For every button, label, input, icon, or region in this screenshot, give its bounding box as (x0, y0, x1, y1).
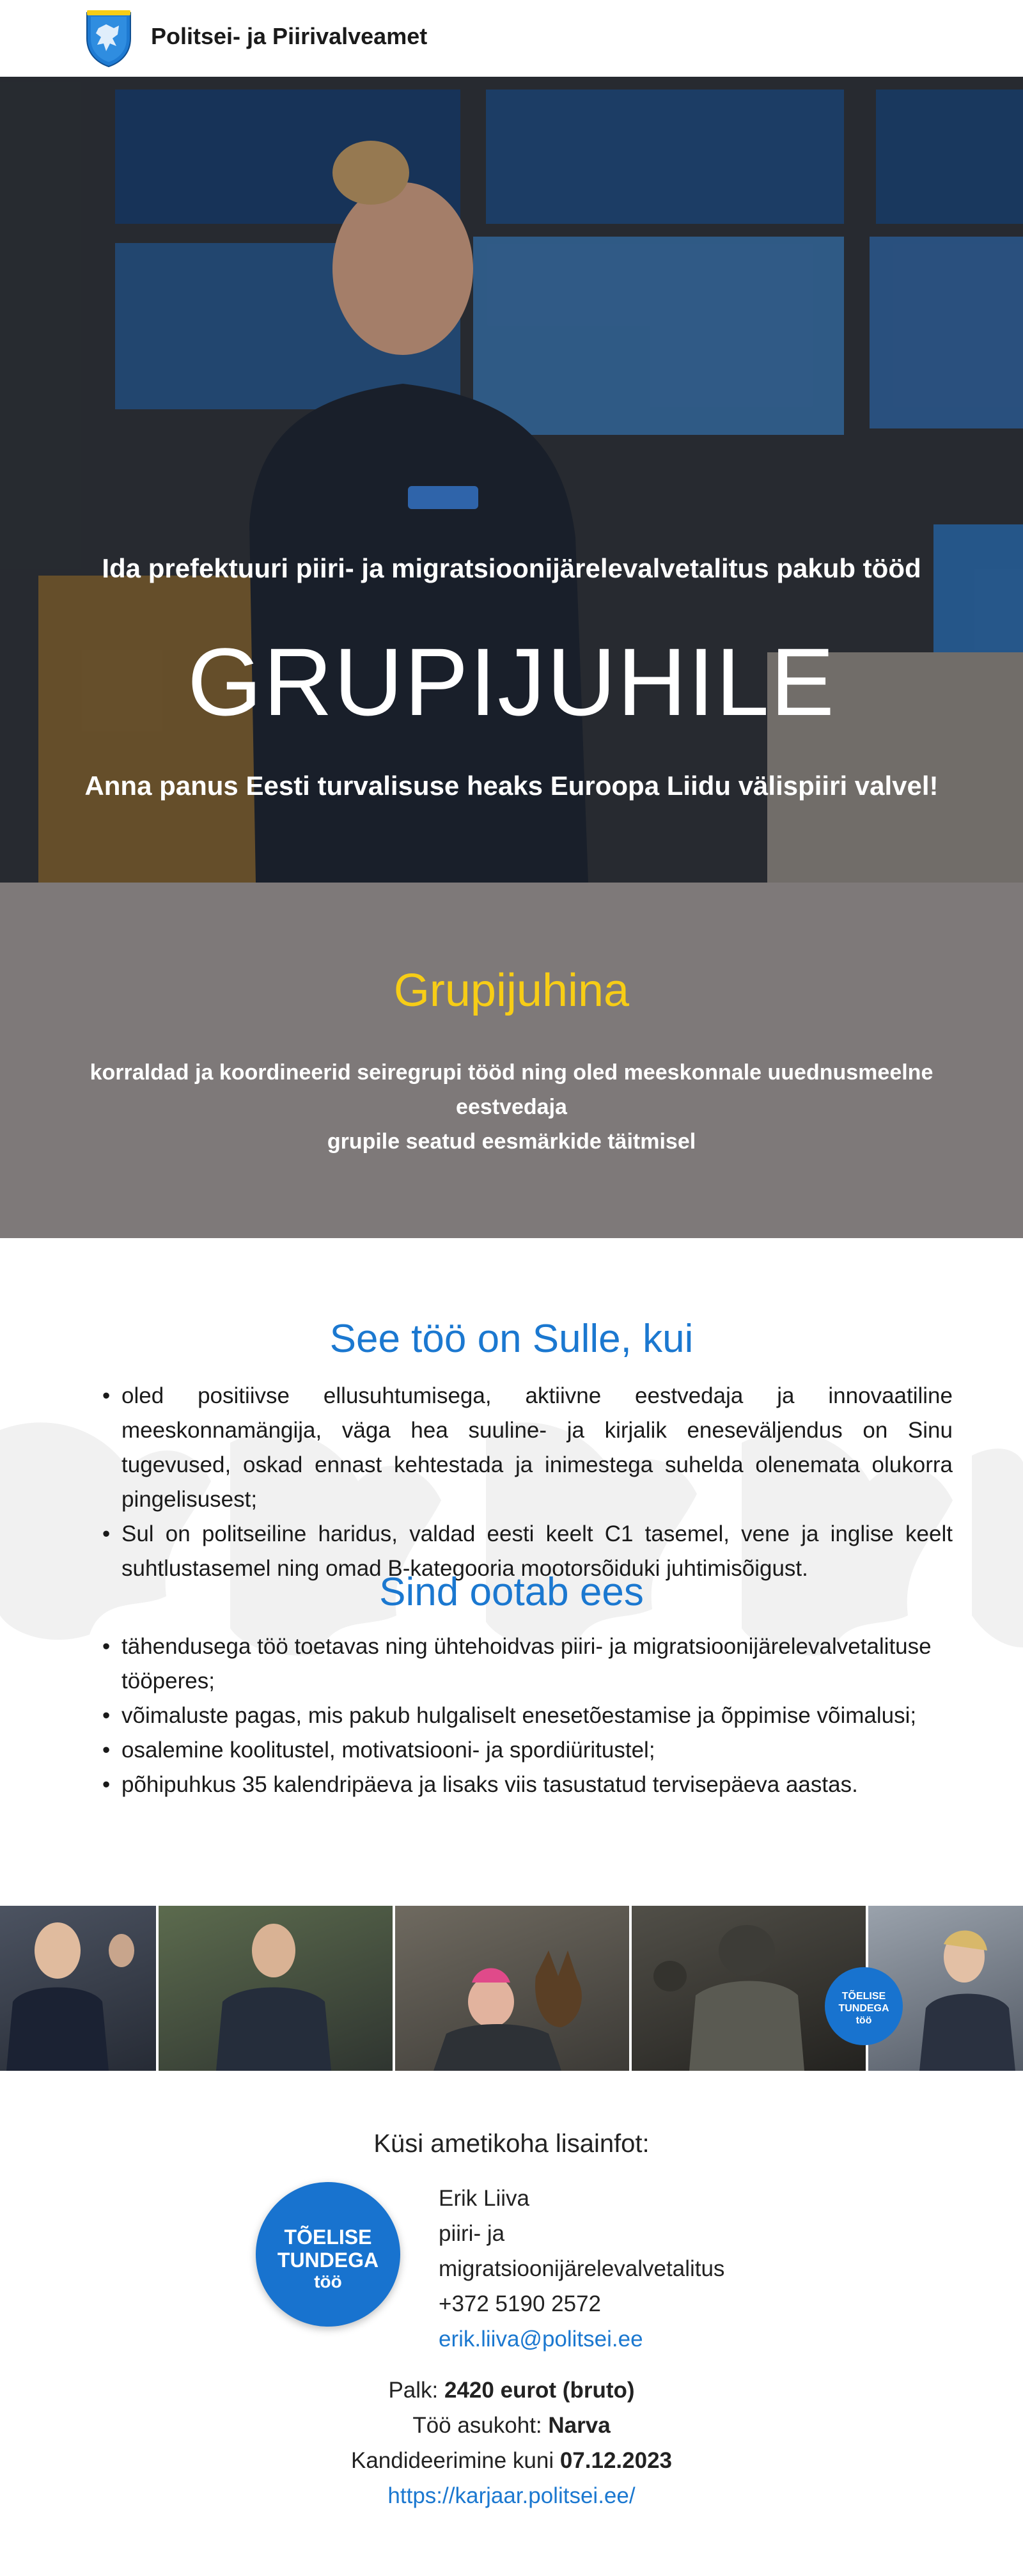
role-description (90, 1055, 933, 1159)
list-item: • võimaluste pagas, mis pakub hulgaliselt enesetõestamise ja õppimise võimalusi; (102, 1699, 953, 1733)
requirements-list (102, 1379, 953, 1586)
contact-phone[interactable]: +372 5190 2572 (439, 2291, 602, 2316)
list-item: • tähendusega töö toetavas ning ühtehoidvas piiri- ja migratsioonijärelevalvetalituse tööperes; (102, 1630, 953, 1699)
contact-unit-line-2: migratsioonijärelevalvetalitus (439, 2256, 725, 2281)
tunde-badge-large (256, 2182, 400, 2327)
salary-value: 2420 eurot (bruto) (444, 2378, 635, 2403)
badge-line-1: TÕELISE (284, 2226, 372, 2249)
role-line-2: grupile seatud eesmärkide täitmisel (327, 1129, 696, 1154)
tunde-badge-small (825, 1967, 903, 2045)
list-item: • osalemine koolitustel, motivatsiooni- ja spordiüritustel; (102, 1733, 953, 1768)
contact-card (439, 2181, 797, 2357)
benefits-title: Sind ootab ees (379, 1570, 644, 1614)
site-header (0, 0, 1023, 77)
location-row (0, 2408, 1023, 2443)
badge-line-2: TUNDEGA (277, 2249, 379, 2272)
ppa-coat-of-arms-icon[interactable] (84, 9, 133, 68)
badge-line-3: töö (855, 2015, 872, 2026)
list-item: • põhipuhkus 35 kalendripäeva ja lisaks viis tasustatud tervisepäeva aastas. (102, 1768, 953, 1802)
benefits-list (102, 1630, 953, 1802)
salary-row (0, 2373, 1023, 2408)
hero-title: GRUPIJUHILE (187, 628, 836, 735)
role-line-1: korraldad ja koordineerid seiregrupi tööd ning oled meeskonnale uuednusmeelne eestvedaja (90, 1060, 933, 1119)
list-item: • Sul on politseiline haridus, valdad eesti keelt C1 tasemel, vene ja inglise keelt suhtlustasemel ning omad B-kategooria mootorsõiduki juhtimisõigust. (102, 1517, 953, 1586)
hero-banner (0, 77, 1023, 883)
list-item: • oled positiivse ellusuhtumisega, aktiivne eestvedaja ja innovaatiline meeskonnamängija, väga hea suuline- ja kirjalik eneseväljendus on Sinu tugevused, oskad ennast kehtestada ja inimestega suhelda olenemata olukorra pingelisusest; (102, 1379, 953, 1517)
badge-line-2: TUNDEGA (838, 2003, 889, 2014)
hero-tagline: Anna panus Eesti turvalisuse heaks Euroopa Liidu välispiiri valvel! (84, 771, 939, 801)
location-value: Narva (548, 2413, 611, 2438)
role-title: Grupijuhina (393, 965, 630, 1016)
photo-officer-man (159, 1906, 393, 2071)
deadline-row (0, 2443, 1023, 2478)
content-section (0, 1238, 1023, 1906)
badge-line-1: TÕELISE (841, 1991, 886, 2002)
career-url-link[interactable]: https://karjaar.politsei.ee/ (387, 2483, 636, 2508)
role-section (0, 883, 1023, 1238)
hero-subtitle: Ida prefektuuri piiri- ja migratsioonijärelevalvetalitus pakub tööd (102, 553, 921, 583)
contact-name: Erik Liiva (439, 2186, 529, 2211)
contact-unit-line-1: piiri- ja (439, 2221, 505, 2246)
salary-label: Palk: (388, 2378, 444, 2403)
deadline-value: 07.12.2023 (559, 2448, 673, 2473)
badge-line-3: töö (314, 2272, 342, 2291)
location-label: Töö asukoht: (412, 2413, 549, 2438)
photo-officer-woman (0, 1906, 156, 2071)
hero-overlay (0, 77, 1023, 883)
org-name: Politsei- ja Piirivalveamet (151, 23, 428, 49)
contact-heading: Küsi ametikoha lisainfot: (373, 2130, 650, 2158)
contact-email-link[interactable]: erik.liiva@politsei.ee (439, 2327, 643, 2352)
deadline-label: Kandideerimine kuni (350, 2448, 560, 2473)
requirements-title: See töö on Sulle, kui (329, 1317, 694, 1361)
job-info (0, 2373, 1023, 2513)
photo-dog-handler (395, 1906, 629, 2071)
